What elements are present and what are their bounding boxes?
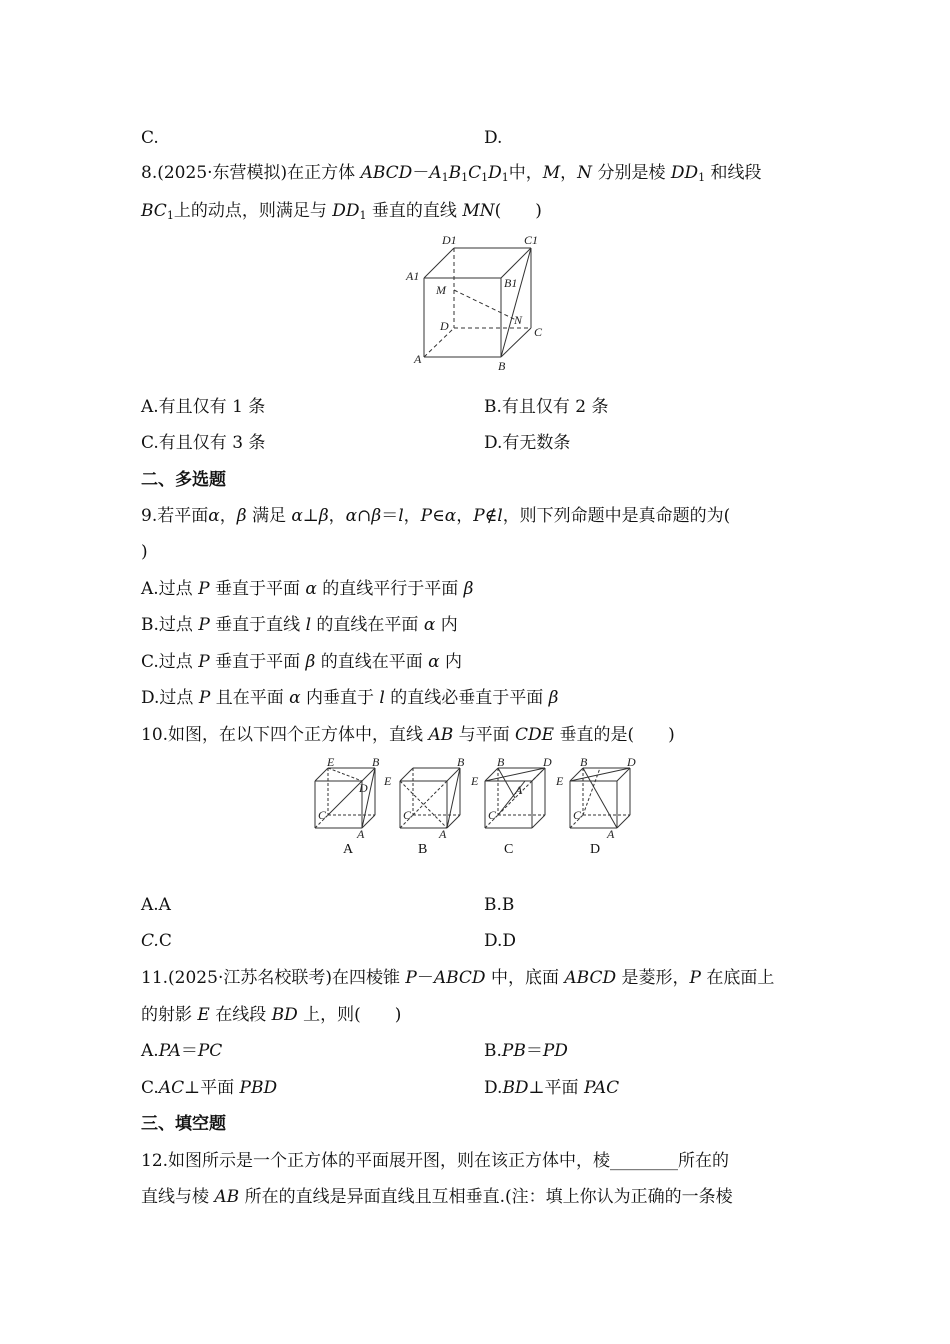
q10-cubes-figure [305, 756, 645, 844]
q9-option-d: D.过点 P 且在平面 α 内垂直于 l 的直线必垂直于平面 β [141, 688, 559, 708]
svg-text:B: B [580, 756, 588, 769]
q8-label-a: A [414, 352, 422, 366]
q11-option-b: B.PB＝PD [484, 1041, 568, 1061]
q11-stem-line1: 11.(2025·江苏名校联考)在四棱锥 P－ABCD 中，底面 ABCD 是菱形，P 在底面上 [141, 968, 775, 988]
q8-label-c: C [534, 325, 543, 339]
svg-text:E: E [384, 774, 392, 788]
svg-text:E: E [327, 756, 335, 769]
q8-label-b1: B1 [504, 276, 518, 290]
q10-caption-c: C [504, 842, 514, 857]
q10-option-a: A.A [141, 895, 171, 915]
q8-label-m: M [436, 283, 446, 297]
svg-text:A: A [439, 827, 447, 841]
q10-stem: 10.如图，在以下四个正方体中，直线 AB 与平面 CDE 垂直的是( ) [141, 725, 675, 745]
q12-line2: 直线与棱 AB 所在的直线是异面直线且互相垂直.(注：填上你认为正确的一条棱 [141, 1187, 733, 1207]
q8-label-b: B [498, 359, 506, 372]
q8-option-d: D.有无数条 [484, 433, 571, 453]
svg-text:A: A [357, 827, 365, 841]
q8-cube-figure [400, 232, 550, 372]
svg-text:B: B [497, 756, 505, 769]
section-fill-in: 三、填空题 [141, 1114, 226, 1134]
q10-option-c: C.C [141, 931, 172, 951]
svg-text:A: A [607, 827, 615, 841]
q9-option-b: B.过点 P 垂直于直线 l 的直线在平面 α 内 [141, 615, 458, 635]
q8-option-c: C.有且仅有 3 条 [141, 433, 266, 453]
svg-text:D: D [359, 781, 368, 795]
svg-text:C: C [318, 808, 327, 822]
q8-stem-line1: 8.(2025·东营模拟)在正方体 $ABCD-A_1B_1C_1D_1$中，M，N 分别是棱 $DD_1$ 和线段 [141, 163, 762, 184]
q10-option-d: D.D [484, 931, 517, 951]
svg-text:A: A [515, 783, 523, 797]
svg-text:B: B [457, 756, 465, 769]
svg-text:B: B [372, 756, 380, 769]
q9-stem: 9.若平面α，β 满足 α⊥β，α∩β＝l，P∈α，P∉l，则下列命题中是真命题的为( [141, 506, 731, 526]
q9-option-a: A.过点 P 垂直于平面 α 的直线平行于平面 β [141, 579, 474, 599]
option-d-prev: D. [484, 128, 503, 148]
svg-text:E: E [471, 774, 479, 788]
q11-stem-line2: 的射影 E 在线段 BD 上，则( ) [141, 1005, 402, 1025]
option-c-prev: C. [141, 128, 159, 148]
q10-caption-d: D [590, 842, 601, 857]
q11-option-a: A.PA＝PC [141, 1041, 223, 1061]
q11-option-c: C.AC⊥平面 PBD [141, 1078, 278, 1098]
q8-option-a: A.有且仅有 1 条 [141, 397, 266, 417]
q10-caption-b: B [418, 842, 428, 857]
svg-text:C: C [403, 808, 412, 822]
q9-stem-tail: ) [141, 542, 148, 562]
section-multiple-choice: 二、多选题 [141, 470, 226, 490]
q8-label-a1: A1 [406, 269, 420, 283]
q9-option-c: C.过点 P 垂直于平面 β 的直线在平面 α 内 [141, 652, 463, 672]
svg-text:C: C [573, 808, 582, 822]
q8-stem-line2: $BC_1$上的动点，则满足与 $DD_1$ 垂直的直线 MN( ) [141, 201, 542, 222]
svg-text:D: D [627, 756, 636, 769]
q8-label-d: D [440, 319, 449, 333]
q8-label-n: N [514, 313, 523, 327]
q11-option-d: D.BD⊥平面 PAC [484, 1078, 620, 1098]
q12-line1: 12.如图所示是一个正方体的平面展开图，则在该正方体中，棱________所在的 [141, 1151, 730, 1171]
svg-text:C: C [488, 808, 497, 822]
q10-caption-a: A [343, 842, 354, 857]
q10-option-b: B.B [484, 895, 515, 915]
q8-option-b: B.有且仅有 2 条 [484, 397, 609, 417]
svg-text:D: D [543, 756, 552, 769]
svg-text:E: E [556, 774, 564, 788]
q8-label-d1: D1 [442, 233, 457, 247]
q8-label-c1: C1 [524, 233, 539, 247]
